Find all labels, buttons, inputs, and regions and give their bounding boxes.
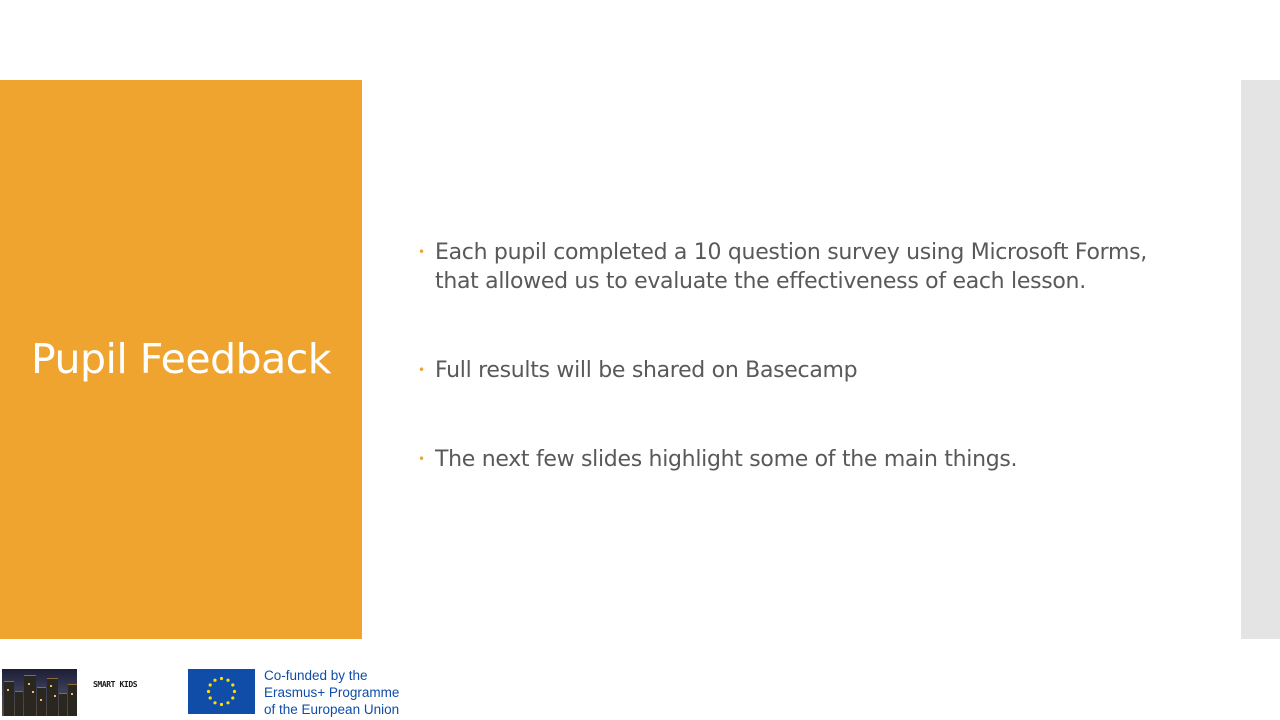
bullet-text-line: Each pupil completed a 10 question survey using Microsoft Forms, [435,240,1147,265]
decorative-strip [1241,80,1280,639]
eu-stars-icon [188,669,255,714]
title-panel [0,80,362,639]
bullet-icon: • [418,452,425,466]
bullet-text-line: The next few slides highlight some of the main things. [435,447,1018,472]
bullet-list [418,238,1218,474]
slide-title: Pupil Feedback [30,334,332,383]
eu-flag-icon [188,669,255,714]
eu-text-line: Co-funded by the [264,668,368,683]
footer-logos [0,666,420,720]
bullet-item [418,238,1218,296]
eu-cofunded-text [264,667,399,718]
city-skyline-logo [2,669,77,716]
bullet-icon: • [418,363,425,377]
bullet-item [418,445,1218,474]
smart-kids-logo: SMART KIDS [93,680,138,689]
bullet-icon: • [418,245,425,259]
bullet-text-line: that allowed us to evaluate the effectiveness of each lesson. [435,269,1086,294]
eu-text-line: Erasmus+ Programme [264,685,400,700]
eu-text-line: of the European Union [264,702,400,717]
bullet-text-line: Full results will be shared on Basecamp [435,358,858,383]
bullet-item [418,356,1218,385]
